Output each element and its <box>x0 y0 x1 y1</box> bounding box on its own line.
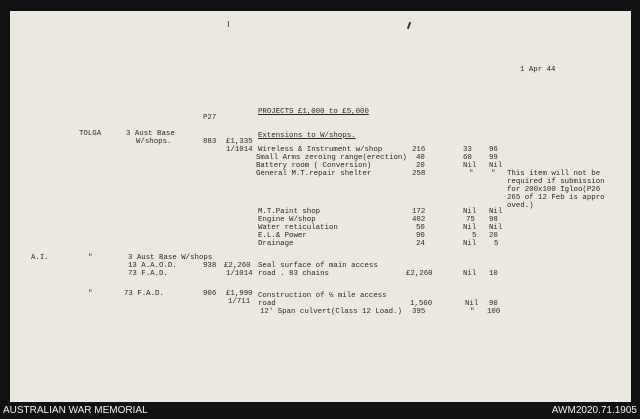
project-amount: £1,990 <box>226 290 253 298</box>
location-ai: A.I. <box>31 254 49 262</box>
item-value-b: 60 <box>463 154 472 162</box>
document-heading: PROJECTS £1,000 to £5,000 <box>258 108 369 116</box>
item-desc: road <box>258 300 276 308</box>
item-desc: 12' Span culvert(Class 12 Load.) <box>260 308 402 316</box>
item-value-b: 33 <box>463 146 472 154</box>
unit-line: 13 A.A.O.D. <box>128 262 177 270</box>
file-ref: 1/1014 <box>226 270 253 278</box>
unit-line: 73 F.A.D. <box>124 290 164 298</box>
item-value-c: Nil <box>489 224 503 232</box>
item-value-b: " <box>469 170 474 178</box>
item-desc: Battery room ( Conversion) <box>256 162 372 170</box>
item-desc: Construction of ½ mile access <box>258 292 387 300</box>
project-ref: 938 <box>203 262 217 270</box>
item-desc: M.T.Paint shop <box>258 208 321 216</box>
item-value-a: 395 <box>412 308 426 316</box>
document-subheading: Extensions to W/shops. <box>258 132 356 140</box>
item-value-a: 24 <box>416 240 425 248</box>
margin-note: oved.) <box>507 202 534 210</box>
document-page <box>10 11 631 402</box>
ink-mark <box>228 21 229 27</box>
item-value-a: 40 <box>416 154 425 162</box>
project-amount: £2,260 <box>224 262 251 270</box>
footer-bar <box>0 402 640 419</box>
item-value-a: 50 <box>416 224 425 232</box>
document-date: 1 Apr 44 <box>520 66 556 74</box>
item-desc: Water reticulation <box>258 224 338 232</box>
item-value-a: 402 <box>412 216 426 224</box>
unit-line: 73 F.A.D. <box>128 270 168 278</box>
item-value-c: 10 <box>489 270 498 278</box>
item-value-c: Nil <box>489 162 503 170</box>
footer-accession-number: AWM2020.71.1905 <box>551 405 637 416</box>
item-value-a: 172 <box>412 208 426 216</box>
footer-source: AUSTRALIAN WAR MEMORIAL <box>3 405 148 416</box>
item-value-a: 258 <box>412 170 426 178</box>
item-value-c: 96 <box>489 146 498 154</box>
item-value-c: " <box>491 170 496 178</box>
project-amount: £1,335 <box>226 138 253 146</box>
item-value-c: 20 <box>489 232 498 240</box>
page-reference: P27 <box>203 114 217 122</box>
item-value-b: Nil <box>463 224 477 232</box>
item-value-c: 99 <box>489 154 498 162</box>
item-value-c: Nil <box>489 208 503 216</box>
item-desc: Drainage <box>258 240 294 248</box>
ink-mark <box>407 22 411 29</box>
item-value-b: Nil <box>465 300 479 308</box>
item-value-b: " <box>470 308 475 316</box>
item-desc: General M.T.repair shelter <box>256 170 372 178</box>
item-value-a: 90 <box>416 232 425 240</box>
item-desc: Engine W/shop <box>258 216 316 224</box>
ditto-mark: " <box>88 254 93 262</box>
item-value-b: Nil <box>463 162 477 170</box>
location-tolga: TOLGA <box>79 130 102 138</box>
file-ref: 1/1014 <box>226 146 253 154</box>
item-value-b: Nil <box>463 208 477 216</box>
item-value-b: 75 <box>466 216 475 224</box>
item-value-b: Nil <box>463 240 477 248</box>
margin-note: required if submission <box>507 178 605 186</box>
item-value-b: Nil <box>463 270 477 278</box>
margin-note: 265 of 12 Feb is appro <box>507 194 605 202</box>
unit-line: 3 Aust Base W/shops <box>128 254 213 262</box>
item-value-a: £2,260 <box>406 270 433 278</box>
item-value-c: 100 <box>487 308 501 316</box>
item-value-c: 5 <box>494 240 499 248</box>
margin-note: This item will not be <box>507 170 601 178</box>
item-desc: Small Arms zeroing range(erection) <box>256 154 407 162</box>
project-ref: 906 <box>203 290 217 298</box>
item-value-a: 20 <box>416 162 425 170</box>
project-ref: 883 <box>203 138 217 146</box>
item-desc: Wireless & Instrument w/shop <box>258 146 383 154</box>
unit-line: W/shops. <box>136 138 172 146</box>
unit-line: 3 Aust Base <box>126 130 175 138</box>
item-value-c: 98 <box>489 216 498 224</box>
margin-note: for 200x100 Igloo(P26 <box>507 186 601 194</box>
item-desc: Seal surface of main access <box>258 262 378 270</box>
item-desc: road . 83 chains <box>258 270 329 278</box>
file-ref: 1/711 <box>228 298 251 306</box>
item-desc: E.L.& Power <box>258 232 307 240</box>
item-value-b: 5 <box>472 232 477 240</box>
ditto-mark: " <box>88 290 93 298</box>
item-value-c: 90 <box>489 300 498 308</box>
item-value-a: 1,560 <box>410 300 433 308</box>
item-value-a: 216 <box>412 146 426 154</box>
